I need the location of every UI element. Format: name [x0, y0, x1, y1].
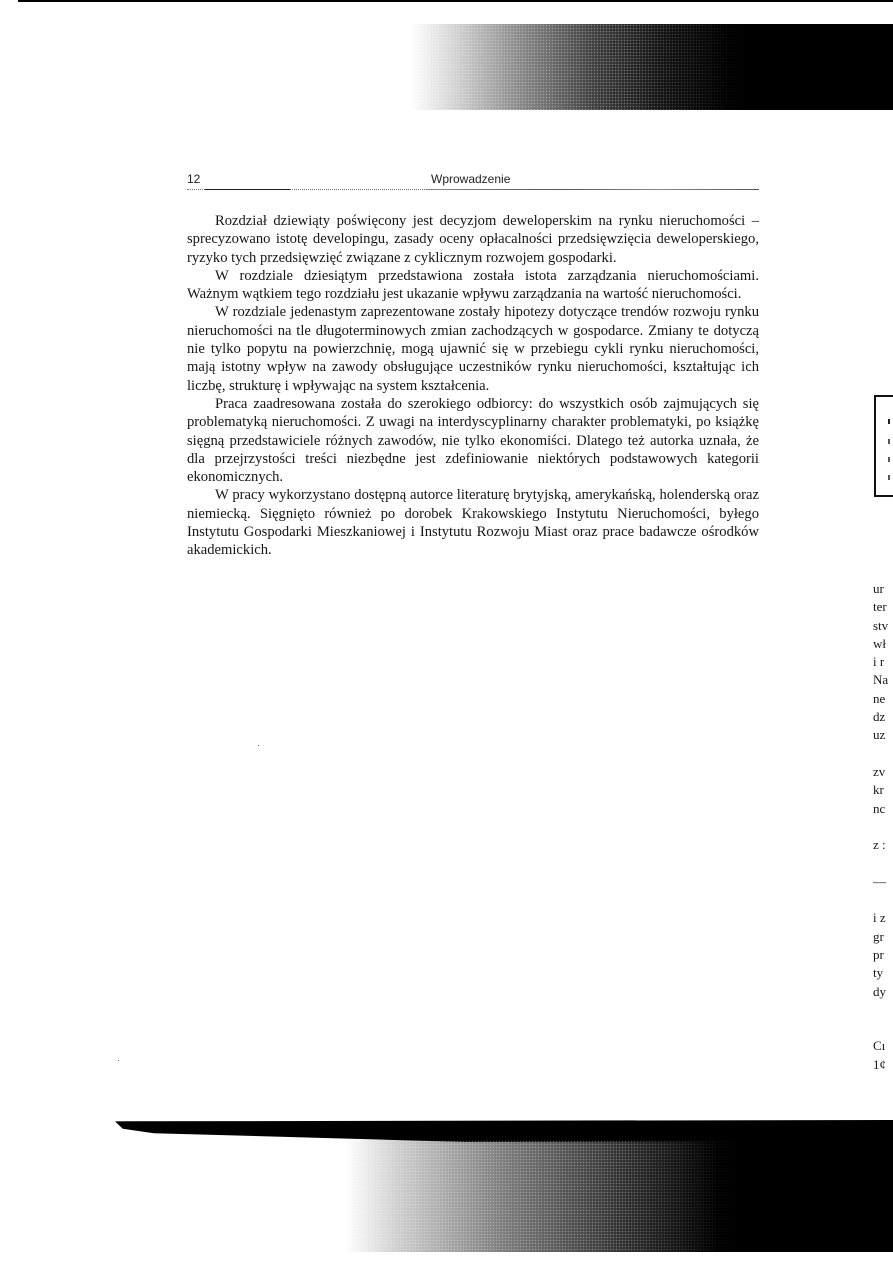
scan-speck [118, 1060, 119, 1061]
fragment-line: pr [873, 946, 884, 962]
fragment-line [873, 818, 893, 836]
fragment-line [873, 1001, 893, 1019]
facing-page-text-fragments [873, 580, 893, 1074]
fragment-line: Na [873, 672, 889, 688]
fragment-line: dy [873, 983, 886, 999]
fragment-line: ty [873, 965, 884, 981]
fragment-line: uz [873, 727, 886, 743]
page-header [187, 170, 759, 192]
scan-shadow-gradient [345, 1140, 893, 1252]
paragraph-literature: W pracy wykorzystano dostępną autorce literaturę brytyjską, amerykańską, holenderską oraz niemiecką. Sięgnięto również po dorobek Krakowskiego Instytutu Nieruchomości, byłego Instytutu Gospodarki Mieszkaniowej i Instytutu Rozwoju Miast oraz prace badawcze ośrodków akademickich. [187, 487, 759, 559]
fragment-line: wł [873, 635, 886, 651]
box-mark [888, 439, 890, 444]
box-mark [888, 457, 890, 462]
paragraph-audience: Praca zaadresowana została do szerokiego odbiorcy: do wszystkich osób zajmujących się problematyką nieruchomości. Z uwagi na interdyscyplinarny charakter problematyki, po książkę sięgną przedstawiciele różnych zawodów, nie tylko ekonomiści. Dlatego też autorka uznała, że dla przejrzystości treści niezbędne jest zdefiniowanie niektórych podstawowych kategorii ekonomicznych. [187, 395, 759, 486]
fragment-line: i r [873, 654, 885, 670]
running-head: Wprowadzenie [431, 172, 511, 186]
header-rule [187, 189, 759, 190]
fragment-line: zv [873, 763, 886, 779]
paragraph-chapter-nine: Rozdział dziewiąty poświęcony jest decyzjom deweloperskim na rynku nieruchomości – sprecyzowano istotę developingu, zasady oceny opłacalności przedsięwzięcia deweloperskiego, ryzyko tych przedsięwzięć związane z cyklicznym rozwojem gospodarki. [187, 213, 759, 266]
fragment-line [873, 854, 893, 872]
fragment-line: kr [873, 782, 884, 798]
paragraph-chapter-eleven: W rozdziale jedenastym zaprezentowane zostały hipotezy dotyczące trendów rozwoju rynku nieruchomości na tle długoterminowych zmian zachodzących w gospodarce. Zmiany te dotyczą nie tylko popytu na powierzchnię, mogą ujawnić się w przebiegu cykli rynku nieruchomości, mają istotny wpływ na zawody obsługujące uczestników rynku nieruchomości, kształtując ich liczbę, strukturę i wpływając na system kształcenia. [187, 304, 759, 394]
box-mark [888, 475, 890, 480]
fragment-line [873, 1019, 893, 1037]
facing-page-box-fragment [874, 395, 893, 497]
fragment-line: ter [873, 599, 887, 615]
fragment-line: z : [873, 837, 886, 853]
fragment-line: gr [873, 928, 884, 944]
fragment-line: ne [873, 690, 886, 706]
paragraph-chapter-ten: W rozdziale dziesiątym przedstawiona została istota zarządzania nieruchomościami. Ważnym wątkiem tego rozdziału jest ukazanie wpływu zarządzania na wartość nieruchomości. [187, 267, 759, 303]
fragment-line [873, 745, 893, 763]
fragment-line: ur [873, 581, 884, 596]
scan-top-edge-line [18, 0, 893, 2]
fragment-line [873, 891, 893, 909]
page-number: 12 [187, 172, 201, 186]
scan-speck [258, 745, 259, 746]
fragment-line: dz [873, 709, 886, 725]
scan-shadow-bottom [115, 1120, 893, 1253]
fragment-line: nc [873, 800, 886, 816]
body-text [187, 212, 759, 560]
fragment-line: i z [873, 910, 886, 926]
fragment-line: 1¢ [873, 1056, 886, 1072]
fragment-line: — [873, 873, 886, 889]
scan-shadow-band [115, 1120, 893, 1142]
box-mark [888, 419, 890, 424]
fragment-line: Cı [873, 1038, 886, 1054]
fragment-line: stv [873, 617, 889, 633]
scan-shadow-top [410, 24, 893, 110]
